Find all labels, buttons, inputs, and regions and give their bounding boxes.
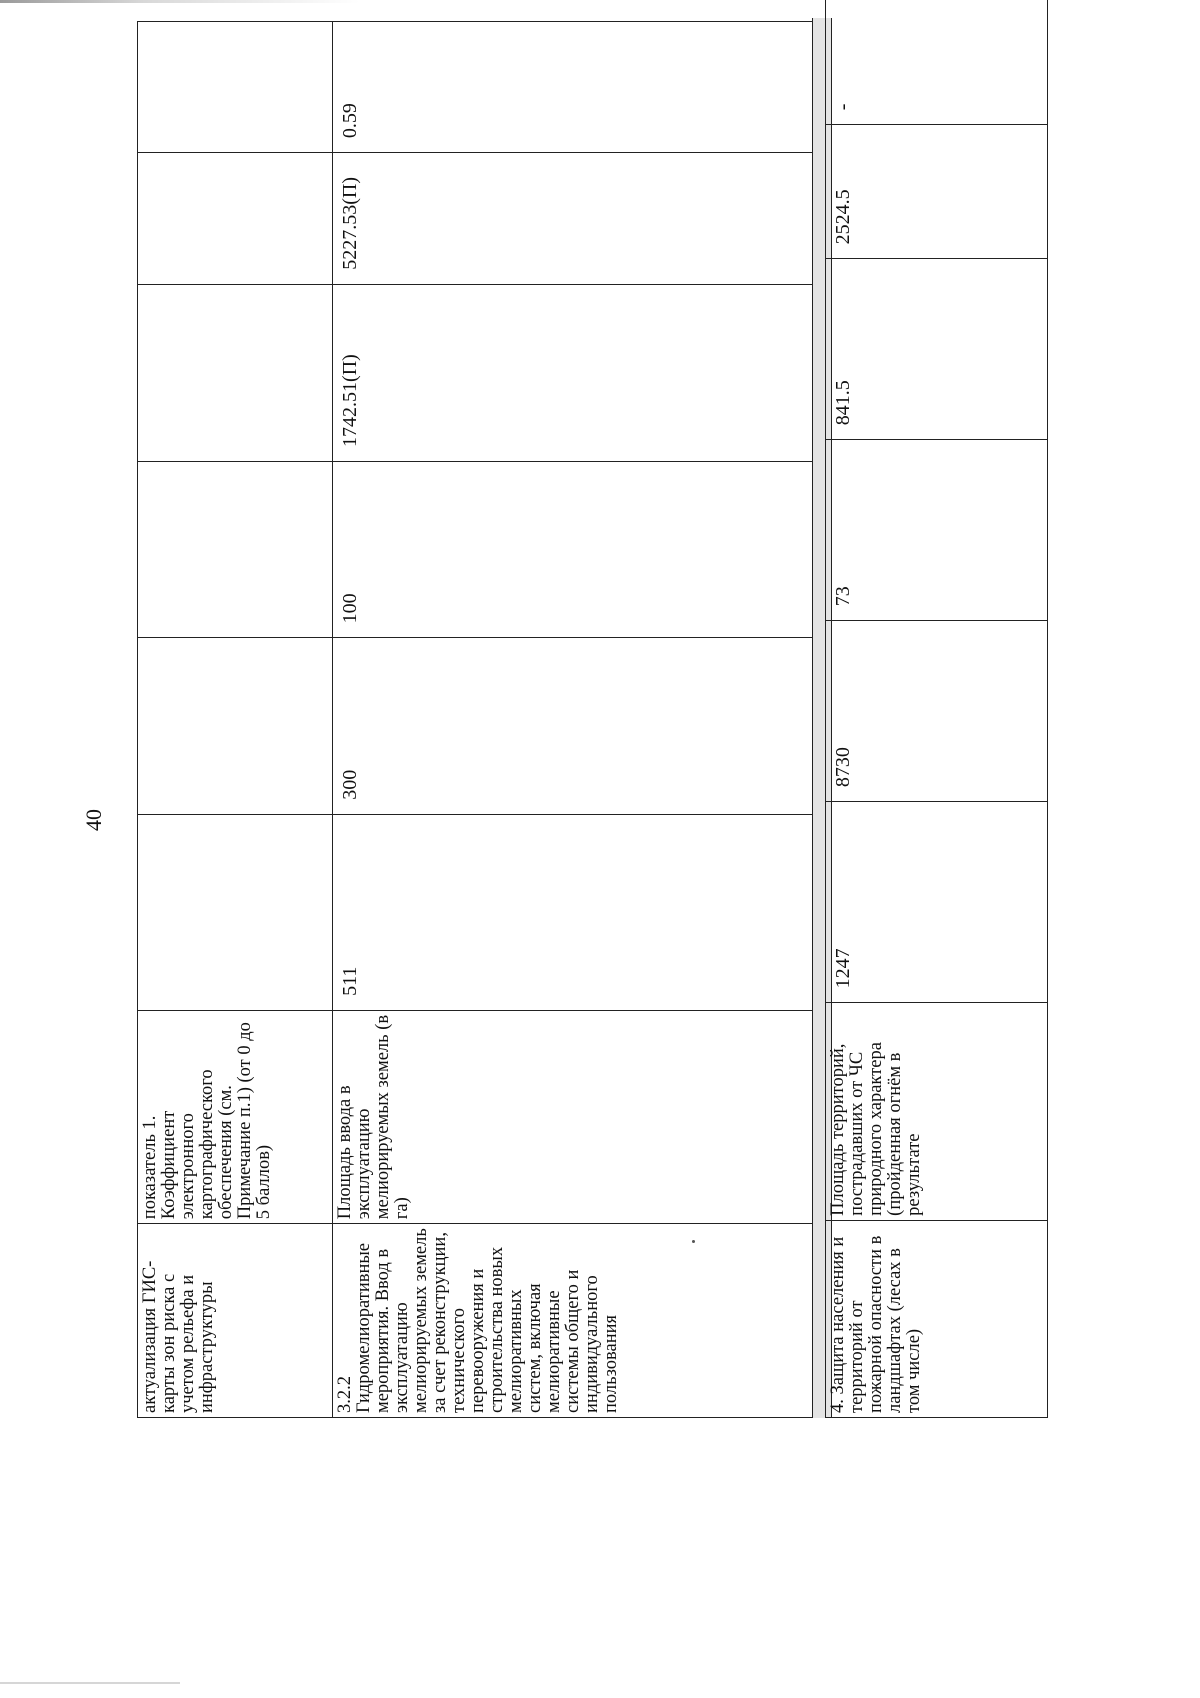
value-cell [138,284,333,461]
value-cell: 841.5 [826,259,1048,440]
table-block-bottom [825,0,1048,1418]
value-cell: 1742.51(П) [333,284,817,461]
table-block-top [137,21,817,1418]
value-cell [138,22,333,153]
value-cell: 2524.5 [826,125,1048,259]
indicator-cell: Площадь территорий, пострадавших от ЧС природного характера (пройденная огнём в результате [826,1003,1048,1221]
value-cell: 73 [826,440,1048,621]
scan-speck [692,1240,695,1243]
table-row [138,22,333,1418]
activity-cell: 3.2.2 Гидромелиоративные мероприятия. Ввод в эксплуатацию мелиорируемых земель за счет реконструкции, технического перевооружения и строительства новых мелиоративных систем, включая мелиоративные системы общего и индивидуального пользования [333,1224,817,1418]
value-cell: 1247 [826,802,1048,1003]
value-cell: 0.59 [333,22,817,153]
value-cell: 300 [333,638,817,814]
value-cell [138,153,333,285]
indicator-cell: Площадь ввода в эксплуатацию мелиорируемых земель (в га) [333,1010,817,1223]
activity-cell: 4. Защита населения и территорий от пожарной опасности в ландшафтах (лесах в том числе) [826,1220,1048,1417]
value-cell [138,638,333,814]
activity-cell: актуализация ГИС-карты зон риска с учетом рельефа и инфраструктуры [138,1224,333,1418]
value-cell: 511 [333,814,817,1010]
value-cell: - [826,0,1048,125]
indicator-cell: показатель 1. Коэффициент электронного картографического обеспечения (см. Примечание п.1) (от 0 до 5 баллов) [138,1010,333,1223]
value-cell: 8730 [826,621,1048,802]
table-row [826,0,1048,1418]
table-row [333,22,817,1418]
value-cell: 5227.53(П) [333,153,817,285]
value-cell: 100 [333,461,817,637]
value-cell [138,814,333,1010]
page-number: 40 [81,809,106,831]
value-cell [138,461,333,637]
